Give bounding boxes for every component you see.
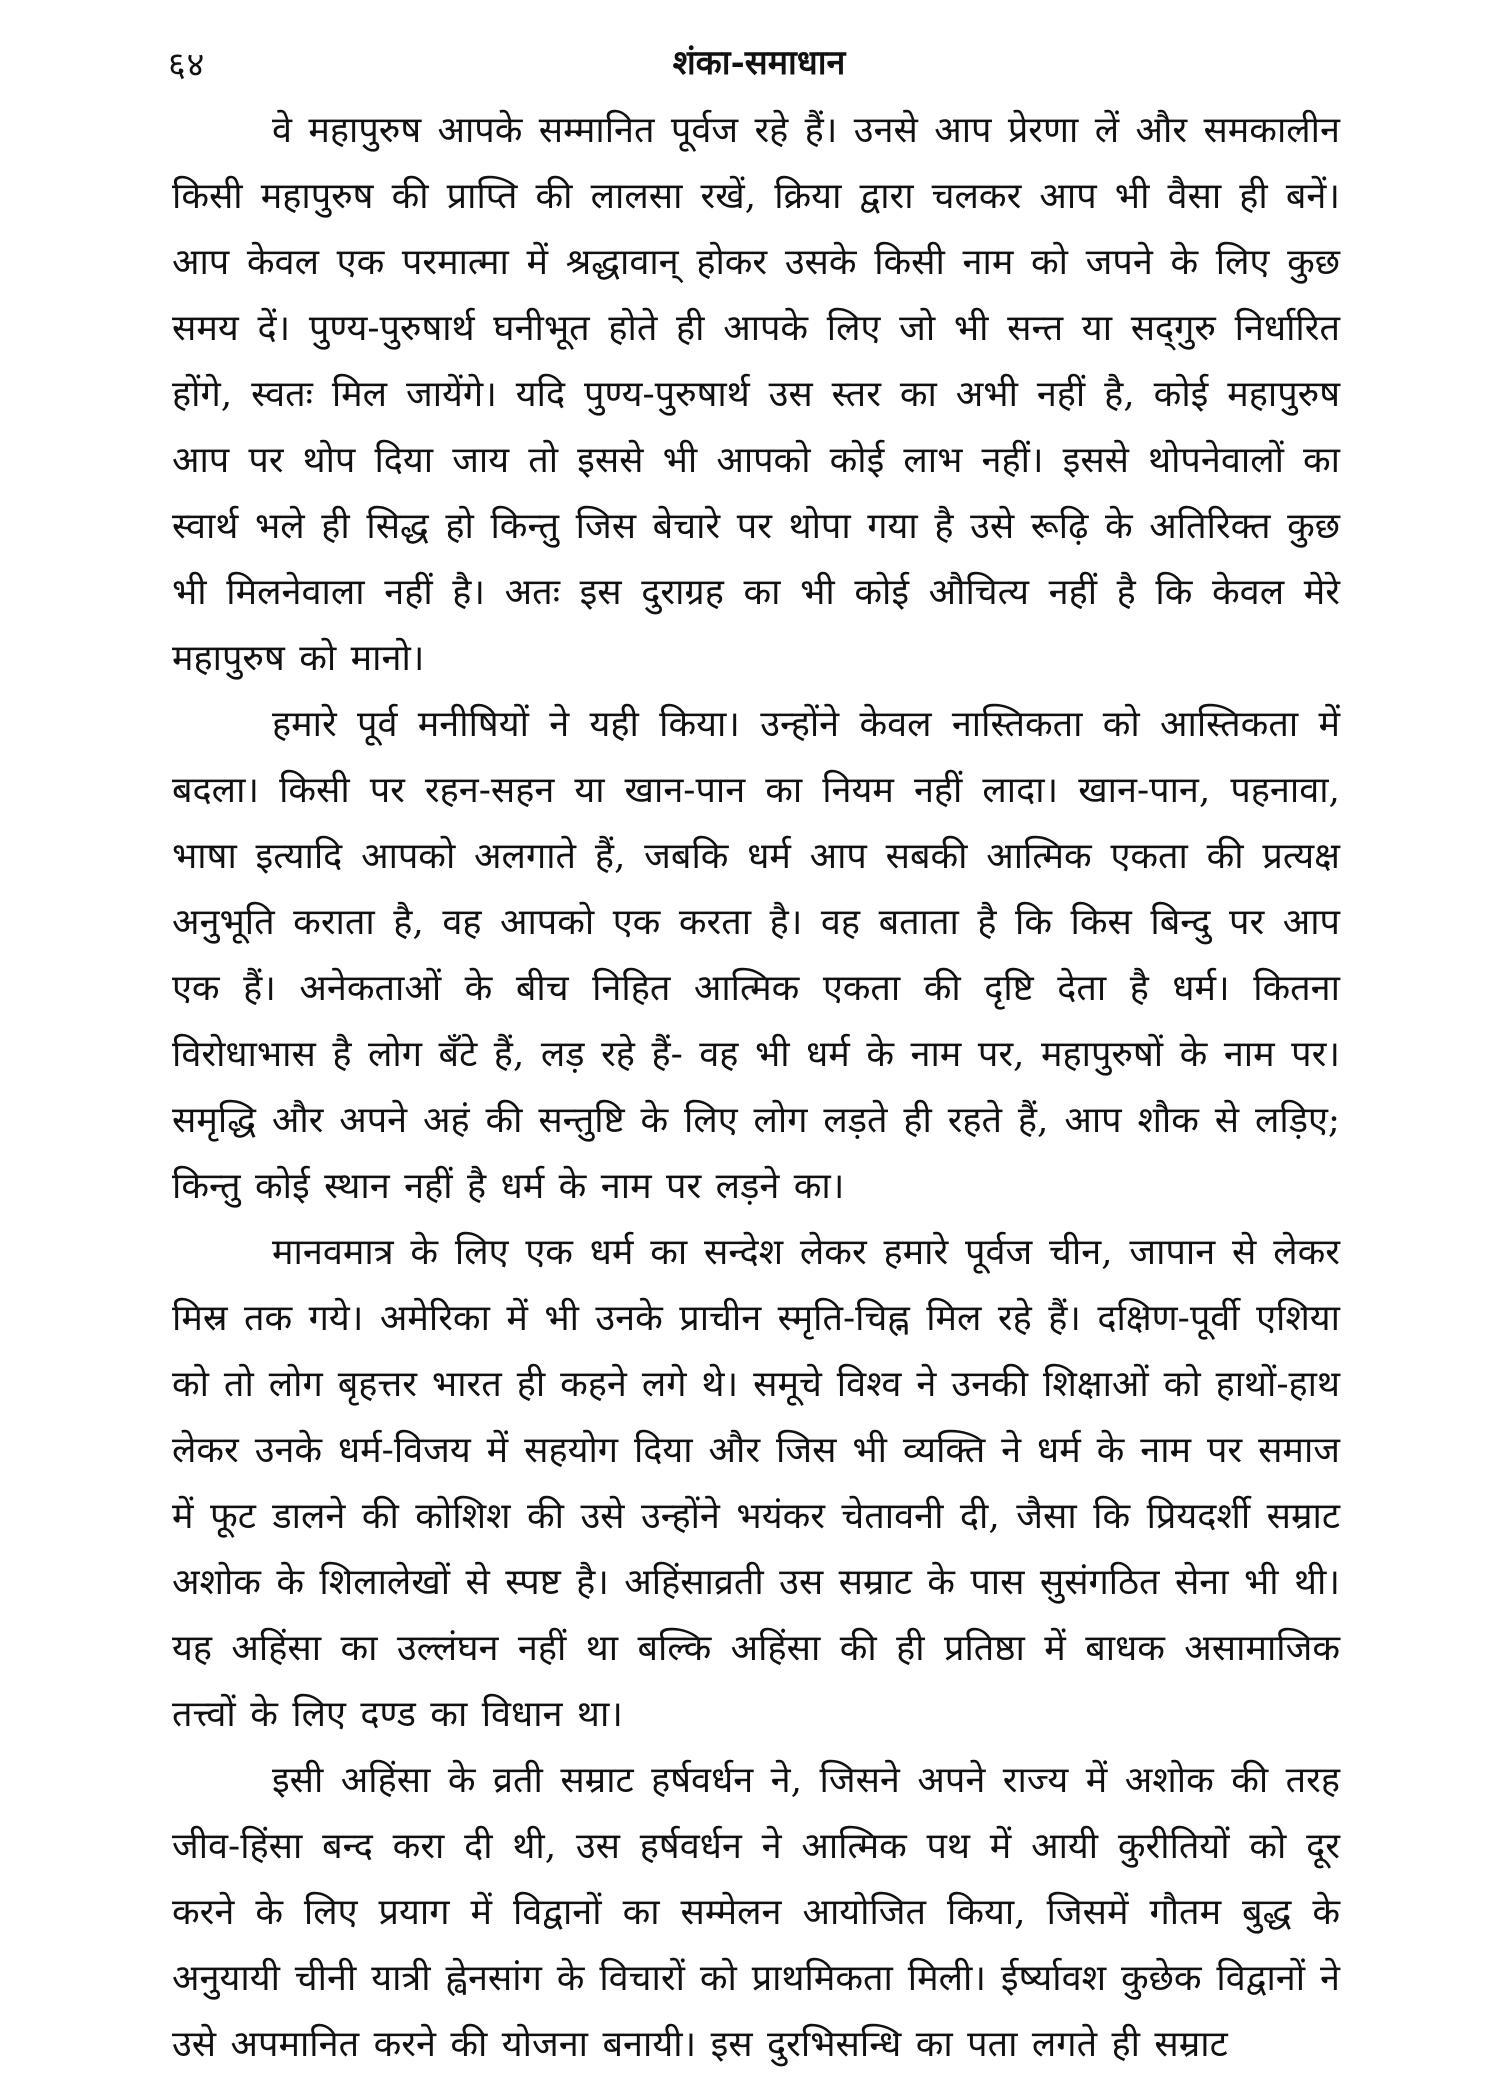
page-number: ६४	[168, 45, 206, 85]
paragraph: वे महापुरुष आपके सम्मानित पूर्वज रहे हैं। उनसे आप प्रेरणा लें और समकालीन किसी महापुरुष की प्राप्ति की लालसा रखें, क्रिया द्वारा चलकर आप भी वैसा ही बनें। आप केवल एक परमात्मा में श्रद्धावान् होकर उसके किसी नाम को जपने के लिए कुछ समय दें। पुण्य-पुरुषार्थ घनीभूत होते ही आपके लिए जो भी सन्त या सद्‌गुरु निर्धारित होंगे, स्वतः मिल जायेंगे। यदि पुण्य-पुरुषार्थ उस स्तर का अभी नहीं है, कोई महापुरुष आप पर थोप दिया जाय तो इससे भी आपको कोई लाभ नहीं। इससे थोपनेवालों का स्वार्थ भले ही सिद्ध हो किन्तु जिस बेचारे पर थोपा गया है उसे रूढ़ि के अतिरिक्त कुछ भी मिलनेवाला नहीं है। अतः इस दुराग्रह का भी कोई औचित्य नहीं है कि केवल मेरे महापुरुष को मानो।	[172, 110, 1340, 679]
body-text	[172, 98, 1340, 2078]
paragraph: इसी अहिंसा के व्रती सम्राट हर्षवर्धन ने, जिसने अपने राज्य में अशोक की तरह जीव-हिंसा बन्द करा दी थी, उस हर्षवर्धन ने आत्मिक पथ में आयी कुरीतियों को दूर करने के लिए प्रयाग में विद्वानों का सम्मेलन आयोजित किया, जिसमें गौतम बुद्ध के अनुयायी चीनी यात्री ह्वेनसांग के विचारों को प्राथमिकता मिली। ईर्ष्यावश कुछेक विद्वानों ने उसे अपमानित करने की योजना बनायी। इस दुरभिसन्धि का पता लगते ही सम्राट	[172, 1760, 1340, 2065]
paragraph: मानवमात्र के लिए एक धर्म का सन्देश लेकर हमारे पूर्वज चीन, जापान से लेकर मिस्र तक गये। अमेरिका में भी उनके प्राचीन स्मृति-चिह्न मिल रहे हैं। दक्षिण-पूर्वी एशिया को तो लोग बृहत्तर भारत ही कहने लगे थे। समूचे विश्व ने उनकी शिक्षाओं को हाथों-हाथ लेकर उनके धर्म-विजय में सहयोग दिया और जिस भी व्यक्ति ने धर्म के नाम पर समाज में फूट डालने की कोशिश की उसे उन्होंने भयंकर चेतावनी दी, जैसा कि प्रियदर्शी सम्राट अशोक के शिलालेखों से स्पष्ट है। अहिंसाव्रती उस सम्राट के पास सुसंगठित सेना भी थी। यह अहिंसा का उल्लंघन नहीं था बल्कि अहिंसा की ही प्रतिष्ठा में बाधक असामाजिक तत्त्वों के लिए दण्ड का विधान था।	[172, 1232, 1340, 1735]
page-title: शंका-समाधान	[672, 43, 846, 83]
paragraph: हमारे पूर्व मनीषियों ने यही किया। उन्होंने केवल नास्तिकता को आस्तिकता में बदला। किसी पर रहन-सहन या खान-पान का नियम नहीं लादा। खान-पान, पहनावा, भाषा इत्यादि आपको अलगाते हैं, जबकि धर्म आप सबकी आत्मिक एकता की प्रत्यक्ष अनुभूति कराता है, वह आपको एक करता है। वह बताता है कि किस बिन्दु पर आप एक हैं। अनेकताओं के बीच निहित आत्मिक एकता की दृष्टि देता है धर्म। कितना विरोधाभास है लोग बँटे हैं, लड़ रहे हैं- वह भी धर्म के नाम पर, महापुरुषों के नाम पर। समृद्धि और अपने अहं की सन्तुष्टि के लिए लोग लड़ते ही रहते हैं, आप शौक से लड़िए; किन्तु कोई स्थान नहीं है धर्म के नाम पर लड़ने का।	[172, 704, 1340, 1207]
running-header	[168, 34, 1350, 94]
